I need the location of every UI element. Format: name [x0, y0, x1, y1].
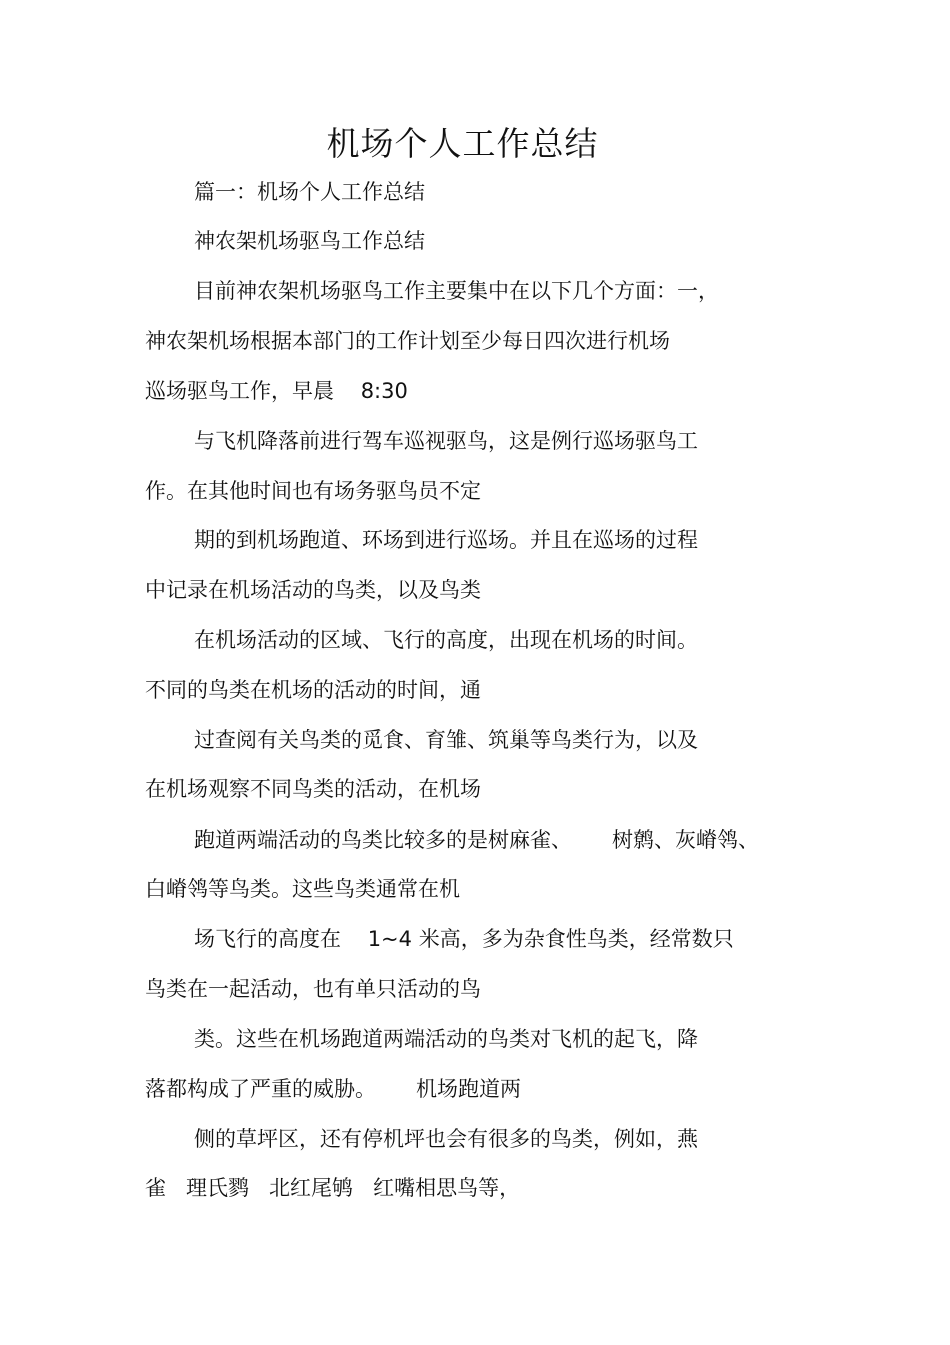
paragraph-line: 侧的草坪区，还有停机坪也会有很多的鸟类，例如，燕 — [194, 1127, 698, 1151]
paragraph-line: 神农架机场驱鸟工作总结 — [194, 229, 425, 253]
paragraph-line: 在机场观察不同鸟类的活动，在机场 — [145, 777, 481, 801]
paragraph-line: 场飞行的高度在 1~4 米高，多为杂食性鸟类，经常数只 — [194, 927, 734, 951]
paragraph-line: 过查阅有关鸟类的觅食、育雏、筑巢等鸟类行为，以及 — [194, 728, 698, 752]
document-title: 机场个人工作总结 — [326, 124, 599, 163]
paragraph-line: 落都构成了严重的威胁。 机场跑道两 — [145, 1077, 522, 1101]
paragraph-line: 目前神农架机场驱鸟工作主要集中在以下几个方面：一， — [194, 279, 719, 303]
paragraph-line: 白嵴鸰等鸟类。这些鸟类通常在机 — [145, 877, 460, 901]
paragraph-line: 不同的鸟类在机场的活动的时间，通 — [145, 678, 481, 702]
paragraph-line: 作。在其他时间也有场务驱鸟员不定 — [145, 479, 481, 503]
paragraph-line: 巡场驱鸟工作，早晨 8:30 — [145, 379, 408, 403]
paragraph-line: 雀 理氏鹨 北红尾鸲 红嘴相思鸟等， — [145, 1176, 521, 1200]
paragraph-line: 跑道两端活动的鸟类比较多的是树麻雀、 树鹩、灰嵴鸰、 — [194, 828, 760, 852]
paragraph-line: 中记录在机场活动的鸟类，以及鸟类 — [145, 578, 481, 602]
paragraph-line: 期的到机场跑道、环场到进行巡场。并且在巡场的过程 — [194, 528, 698, 552]
paragraph-line: 类。这些在机场跑道两端活动的鸟类对飞机的起飞，降 — [194, 1027, 698, 1051]
paragraph-line: 与飞机降落前进行驾车巡视驱鸟，这是例行巡场驱鸟工 — [194, 429, 698, 453]
paragraph-line: 篇一：机场个人工作总结 — [194, 180, 425, 204]
paragraph-line: 神农架机场根据本部门的工作计划至少每日四次进行机场 — [145, 329, 670, 353]
paragraph-line: 在机场活动的区域、飞行的高度，出现在机场的时间。 — [194, 628, 698, 652]
paragraph-line: 鸟类在一起活动，也有单只活动的鸟 — [145, 977, 481, 1001]
